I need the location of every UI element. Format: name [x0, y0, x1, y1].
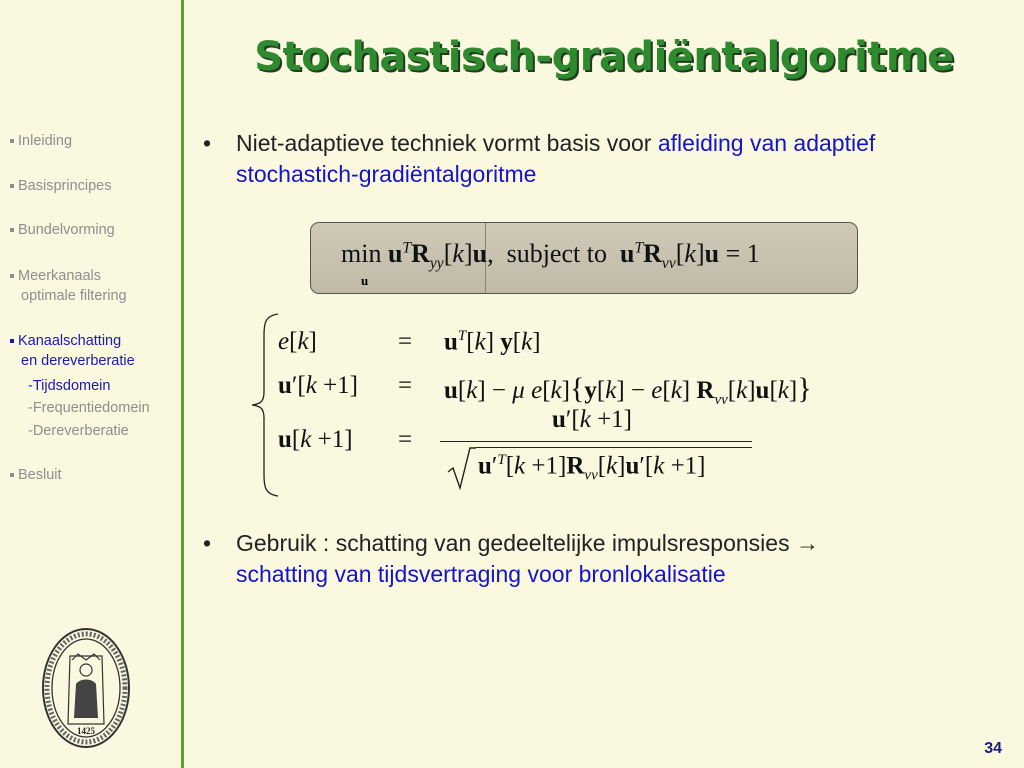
nav-label: Inleiding	[18, 133, 73, 149]
bullet-square-icon	[10, 228, 14, 232]
nav-sub-frequentiedomein[interactable]: -Frequentiedomein	[28, 400, 150, 416]
optimization-equation-box	[310, 222, 858, 294]
bullet-text-highlight: afleiding van adaptief stochastich-gradiëntalgoritme	[236, 130, 876, 187]
sidebar-divider	[181, 0, 184, 768]
slide-title: Stochastisch-gradiëntalgoritme	[254, 34, 954, 80]
nav-item-besluit[interactable]	[10, 465, 62, 485]
min-subscript: u	[361, 273, 369, 288]
university-seal-icon	[40, 626, 132, 750]
bullet-square-icon	[10, 339, 14, 343]
bullet-dot: •	[203, 530, 212, 556]
optimization-equation: $\min u^TR_{yy}[k]u$, subject to $u^TR_{vv}[k]u = 1$	[341, 239, 760, 273]
bullet-text-plain: Gebruik : schatting van gedeeltelijke impulsresponsies →	[236, 530, 819, 556]
equals-sign: =	[398, 426, 413, 453]
nav-item-meerkanaals[interactable]	[10, 266, 127, 306]
nav-label: Meerkanaals	[18, 268, 102, 284]
nav-item-kanaalschatting[interactable]	[10, 331, 135, 371]
equation-error: e[k]	[278, 328, 317, 355]
nav-label: Besluit	[18, 467, 62, 483]
bullet-dot: •	[203, 130, 212, 156]
nav-label-line2: en dereverberatie	[21, 353, 135, 369]
bullet-text	[236, 528, 936, 590]
square-root-icon	[446, 446, 476, 492]
fraction-bar	[440, 441, 752, 442]
seal-year: 1425	[77, 726, 95, 736]
bullet-square-icon	[10, 184, 14, 188]
equals-sign: =	[398, 372, 413, 399]
bullet-text-plain: Niet-adaptieve techniek vormt basis voor	[236, 130, 658, 156]
equation-update-rhs: u[k] − μ e[k]{y[k] − e[k] $R_{vv}[k]u[k]$}	[444, 372, 812, 408]
bullet-square-icon	[10, 473, 14, 477]
nav-label: Kanaalschatting	[18, 333, 122, 349]
left-brace-icon	[250, 310, 280, 500]
nav-label: Basisprincipes	[18, 178, 112, 194]
bullet-text	[236, 128, 936, 190]
equals-sign: =	[398, 328, 413, 355]
equation-normalize-lhs: u[k +1]	[278, 426, 353, 453]
nav-item-inleiding[interactable]	[10, 131, 72, 151]
equation-error-rhs: $u^T[k]$ y[k]	[444, 328, 541, 356]
fraction-numerator: u′[k +1]	[552, 406, 632, 433]
update-equation-system	[250, 310, 812, 500]
nav-sub-dereverberatie[interactable]: -Dereverberatie	[28, 423, 129, 439]
page-number: 34	[984, 740, 1002, 757]
nav-item-basisprincipes[interactable]	[10, 176, 112, 196]
fraction-denominator: $u'^T[k +1]R_{vv}[k]u'[k +1]$	[478, 452, 706, 484]
sqrt-overline	[476, 447, 752, 448]
bullet-square-icon	[10, 139, 14, 143]
bullet-text-highlight: schatting van tijdsvertraging voor bronlokalisatie	[236, 561, 726, 587]
nav-item-bundelvorming[interactable]	[10, 220, 115, 240]
nav-label-line2: optimale filtering	[21, 288, 127, 304]
nav-label: Bundelvorming	[18, 222, 115, 238]
bullet-square-icon	[10, 274, 14, 278]
nav-sub-tijdsdomein[interactable]: -Tijdsdomein	[28, 378, 111, 394]
equation-update-lhs: u′[k +1]	[278, 372, 358, 399]
